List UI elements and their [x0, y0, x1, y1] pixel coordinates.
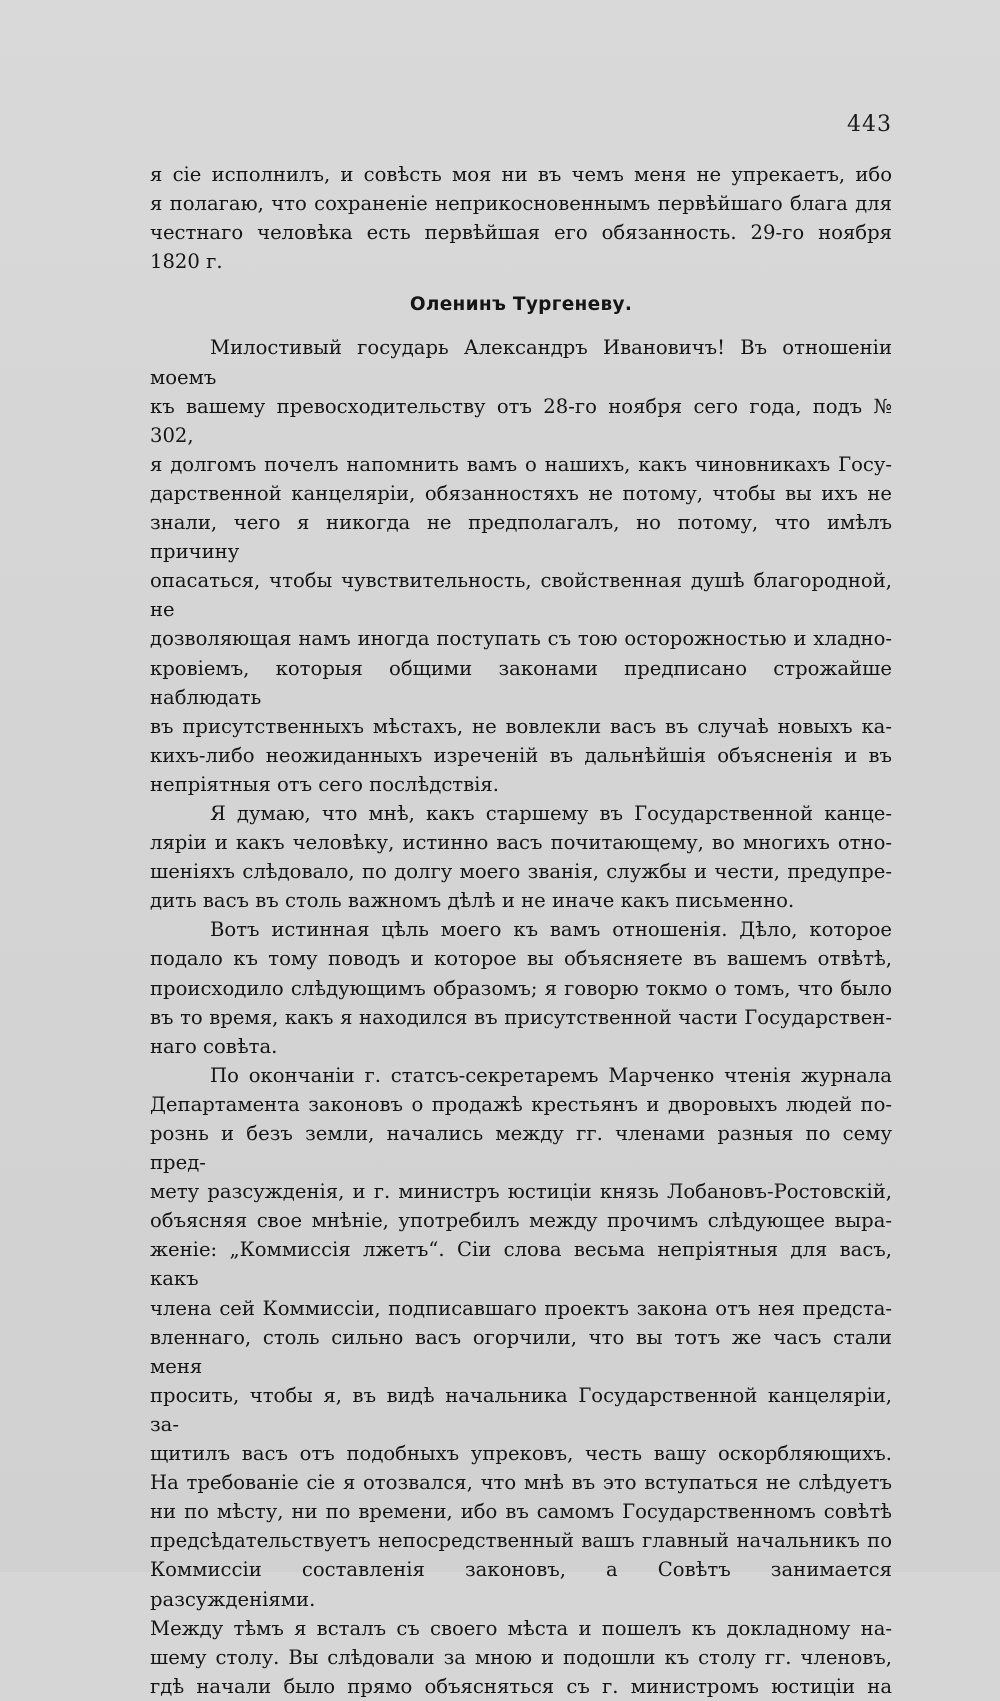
paragraph-2	[150, 799, 892, 915]
text-line: По окончаніи г. статсъ-секретаремъ Марченко чтенія журнала	[210, 1063, 892, 1087]
text-line: дозволяющая намъ иногда поступать съ тою осторожностью и хладно-	[150, 627, 892, 651]
text-line: я сіе исполнилъ, и совѣсть моя ни въ чемъ меня не упрекаетъ, ибо	[150, 163, 892, 186]
letter-heading: Оленинъ Тургеневу.	[409, 294, 633, 316]
text-line: опасаться, чтобы чувствительность, свойственная душѣ благородной, не	[150, 569, 892, 622]
text-line: просить, чтобы я, въ видѣ начальника Государственной канцеляріи, за-	[150, 1383, 892, 1436]
paragraph-4	[150, 1061, 892, 1701]
text-line: гдѣ начали было прямо объясняться съ г. министромъ юстиціи на	[150, 1674, 892, 1698]
page-body	[150, 160, 892, 1701]
paragraph-3	[150, 915, 892, 1060]
text-line: Я думаю, что мнѣ, какъ старшему въ Государственной канце-	[210, 801, 892, 825]
text-line: ляріи и какъ человѣку, истинно васъ почитающему, во многихъ отно-	[150, 831, 892, 855]
text-line: непріятныя отъ сего послѣдствія.	[150, 772, 500, 796]
text-line: я долгомъ почелъ напомнить вамъ о нашихъ, какъ чиновникахъ Госу-	[150, 452, 892, 476]
text-line: дить васъ въ столь важномъ дѣлѣ и не иначе какъ письменно.	[150, 889, 795, 913]
text-line: честнаго человѣка есть первѣйшая его обязанность. 29-го ноября 1820 г.	[150, 221, 892, 274]
text-line: кихъ-либо неожиданныхъ изреченій въ дальнѣйшія объясненія и въ	[150, 743, 892, 767]
text-line: На требованіе сіе я отозвался, что мнѣ въ это вступаться не слѣдуетъ	[150, 1471, 892, 1495]
text-line: въ присутственныхъ мѣстахъ, не вовлекли васъ въ случаѣ новыхъ ка-	[150, 714, 892, 738]
text-line: къ вашему превосходительству отъ 28-го ноября сего года, подъ № 302,	[150, 394, 892, 447]
text-line: кровіемъ, которыя общими законами предписано строжайше наблюдать	[150, 656, 892, 709]
text-line: рознь и безъ земли, начались между гг. членами разныя по сему пред-	[150, 1122, 892, 1175]
text-line: Коммиссіи составленія законовъ, а Совѣтъ занимается разсужденіями.	[150, 1558, 892, 1611]
text-line: члена сей Коммиссіи, подписавшаго проектъ закона отъ нея предста-	[150, 1296, 892, 1320]
text-line: наго совѣта.	[150, 1034, 278, 1058]
text-line: Между тѣмъ я всталъ съ своего мѣста и пошелъ къ докладному на-	[150, 1616, 892, 1640]
text-line: подало къ тому поводъ и которое вы объясняете въ вашемъ отвѣтѣ,	[150, 947, 892, 971]
text-line: я полагаю, что сохраненіе неприкосновеннымъ первѣйшаго блага для	[150, 192, 892, 216]
text-line: мету разсужденія, и г. министръ юстиціи князь Лобановъ-Ростовскій,	[150, 1180, 892, 1204]
text-line: происходило слѣдующимъ образомъ; я говорю токмо о томъ, что было	[150, 976, 892, 1000]
text-line: дарственной канцеляріи, обязанностяхъ не потому, чтобы вы ихъ не	[150, 481, 892, 505]
text-line: Вотъ истинная цѣль моего къ вамъ отношенія. Дѣло, которое	[210, 918, 892, 942]
text-line: щитилъ васъ отъ подобныхъ упрековъ, честь вашу оскорбляющихъ.	[150, 1442, 892, 1466]
text-line: Милостивый государь Александръ Ивановичъ! Въ отношеніи моемъ	[150, 336, 892, 389]
text-line: предсѣдательствуетъ непосредственный вашъ главный начальникъ по	[150, 1529, 892, 1553]
page-number: 443	[847, 112, 892, 137]
text-line: шему столу. Вы слѣдовали за мною и подошли къ столу гг. членовъ,	[150, 1645, 892, 1669]
text-line: знали, чего я никогда не предполагалъ, но потому, что имѣлъ причину	[150, 511, 892, 564]
intro-paragraph	[150, 160, 892, 276]
text-line: женіе: „Коммиссія лжетъ“. Сіи слова весьма непріятныя для васъ, какъ	[150, 1238, 892, 1291]
text-line: въ то время, какъ я находился въ присутственной части Государствен-	[150, 1005, 892, 1029]
text-line: вленнаго, столь сильно васъ огорчили, что вы тотъ же часъ стали меня	[150, 1325, 892, 1378]
text-line: шеніяхъ слѣдовало, по долгу моего званія, службы и чести, предупре-	[150, 860, 892, 884]
paragraph-1	[150, 333, 892, 799]
text-line: Департамента законовъ о продажѣ крестьянъ и дворовыхъ людей по-	[150, 1092, 892, 1116]
text-line: ни по мѣсту, ни по времени, ибо въ самомъ Государственномъ совѣтѣ	[150, 1500, 892, 1524]
text-line: объясняя свое мнѣніе, употребилъ между прочимъ слѣдующее выра-	[150, 1209, 892, 1233]
